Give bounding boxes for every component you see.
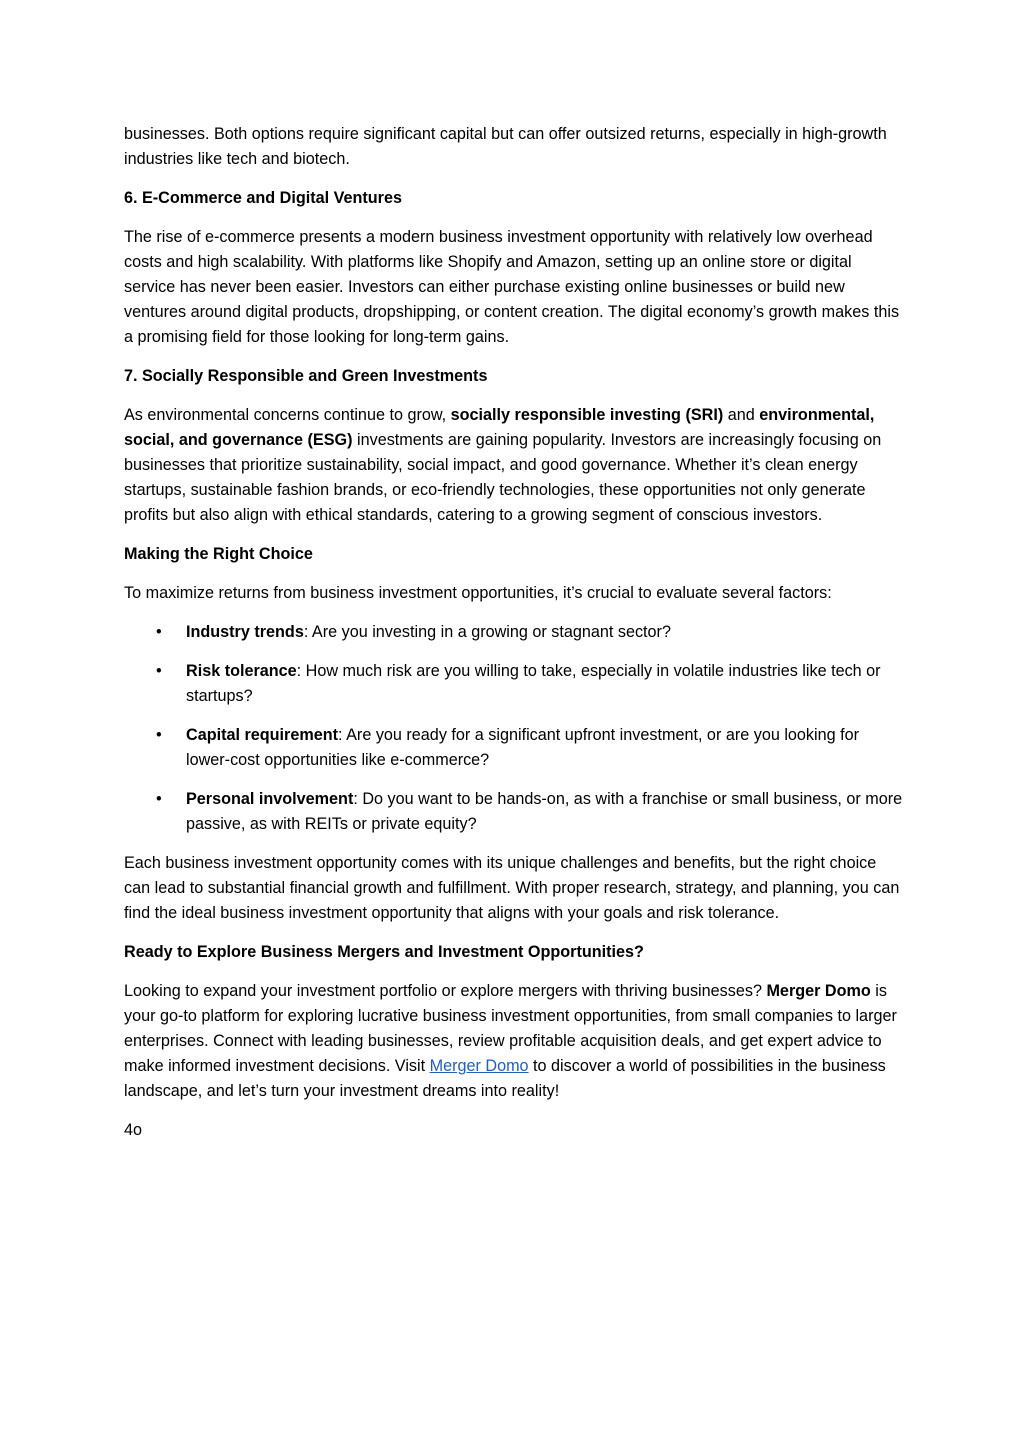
cta-text-middle: is your go-to platform for exploring lucrative business investment opportunities, from small companies to larger enterprises. Connect with leading businesses, review profitable acquisition deals, and get expert advice to make informed investment decisions. Visit [124,982,897,1075]
esg-term: environmental, social, and governance (ESG) [124,406,875,449]
section-7-text-end: investments are gaining popularity. Investors are increasingly focusing on businesses that prioritize sustainability, social impact, and good governance. Whether it’s clean energy startups, sustainable fashion brands, or eco-friendly technologies, these opportunities not only generate profits but also align with ethical standards, catering to a growing segment of conscious investors. [124,431,882,524]
list-item [124,723,904,773]
merger-domo-link[interactable]: Merger Domo [429,1057,529,1075]
cta-heading: Ready to Explore Business Mergers and Investment Opportunities? [124,943,644,961]
section-7-heading: 7. Socially Responsible and Green Investments [124,367,488,385]
section-6-paragraph: The rise of e-commerce presents a modern business investment opportunity with relatively low overhead costs and high scalability. With platforms like Shopify and Amazon, setting up an online store or digital service has never been easier. Investors can either purchase existing online businesses or build new ventures around digital products, dropshipping, or content creation. The digital economy’s growth makes this a promising field for those looking for long-term gains. [124,228,900,346]
cta-paragraph [124,979,904,1104]
intro-paragraph: businesses. Both options require significant capital but can offer outsized returns, especially in high-growth industries like tech and biotech. [124,125,887,168]
section-6-heading: 6. E-Commerce and Digital Ventures [124,189,402,207]
footer-note: 4o [124,1121,143,1139]
bullet-icon: • [156,623,162,641]
cta-text-end: to discover a world of possibilities in the business landscape, and let’s turn your investment dreams into reality! [124,1057,886,1100]
bullet-icon: • [156,726,162,744]
factor-text: : How much risk are you willing to take, especially in volatile industries like tech or startups? [186,662,881,705]
factor-text: : Are you ready for a significant upfront investment, or are you looking for lower-cost opportunities like e-commerce? [186,726,860,769]
factor-text: : Are you investing in a growing or stagnant sector? [303,623,671,641]
factor-text: : Do you want to be hands-on, as with a franchise or small business, or more passive, as with REITs or private equity? [186,790,903,833]
closing-paragraph: Each business investment opportunity comes with its unique challenges and benefits, but the right choice can lead to substantial financial growth and fulfillment. With proper research, strategy, and planning, you can find the ideal business investment opportunity that aligns with your goals and risk tolerance. [124,854,900,922]
section-7-and: and [723,406,760,424]
sri-term: socially responsible investing (SRI) [450,406,724,424]
factor-term: Personal involvement [186,790,354,808]
section-7-text-start: As environmental concerns continue to grow, [124,406,451,424]
factor-term: Risk tolerance [186,662,297,680]
factor-term: Capital requirement [186,726,339,744]
list-item [124,787,904,837]
bullet-icon: • [156,662,162,680]
bullet-icon: • [156,790,162,808]
factors-list [124,620,904,837]
cta-text-start: Looking to expand your investment portfolio or explore mergers with thriving businesses? [124,982,767,1000]
list-item [124,659,904,709]
brand-name: Merger Domo [766,982,871,1000]
making-right-choice-heading: Making the Right Choice [124,545,313,563]
list-item [124,620,904,645]
factor-term: Industry trends [186,623,304,641]
document-page [124,122,904,1157]
section-7-paragraph [124,403,904,528]
making-right-choice-intro: To maximize returns from business investment opportunities, it’s crucial to evaluate several factors: [124,584,832,602]
